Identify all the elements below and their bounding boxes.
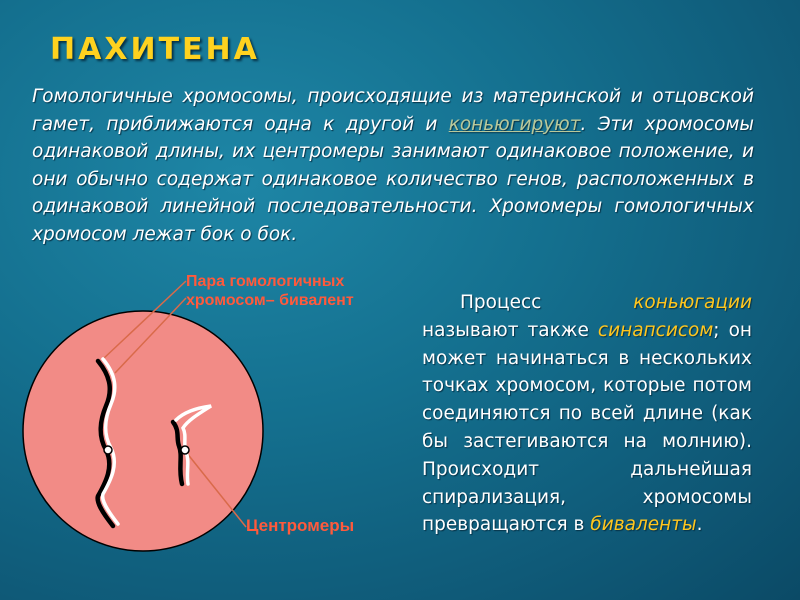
paragraph2-text-3: ; он может начинаться в нескольких точках хромосом, которые потом соединяются по всей длине (как бы застегиваются на молнию). Происходит дальнейшая спирализация, хромосомы превращаются в (422, 319, 753, 536)
paragraph1-text-start: Гомологичные хромосомы, происходящие из материнской и отцовской гамет, приближаются одна к другой и (32, 86, 754, 135)
paragraph2-text-1: Процесс (460, 292, 634, 313)
centromere-right (181, 446, 189, 454)
conjugate-link[interactable]: коньюгируют (448, 113, 581, 135)
term-synapsis: синапсисом (597, 319, 714, 341)
centromere-label: Центромеры (246, 516, 355, 535)
slide-title: ПАХИТЕНА (50, 32, 260, 67)
bivalent-label (186, 272, 354, 310)
centromere-left (104, 446, 112, 454)
term-conjugation: коньюгации (633, 292, 752, 313)
paragraph1-text-end: . Эти хромосомы одинаковой длины, их центромеры занимают одинаковое положение, и они обычно содержат одинаковое количество генов, расположенных в одинаковой линейной последовательности. Хромомеры гомологичных хромосом лежат бок о бок. (32, 113, 755, 245)
paragraph2-text-2: называют также (422, 319, 598, 341)
term-bivalents: биваленты (590, 514, 697, 536)
bivalent-label-line1: Пара гомологичных (186, 273, 345, 290)
paragraph2-text-4: . (696, 514, 703, 536)
cell-circle (23, 311, 263, 551)
bivalent-label-line2: хромосом– бивалент (186, 292, 354, 309)
